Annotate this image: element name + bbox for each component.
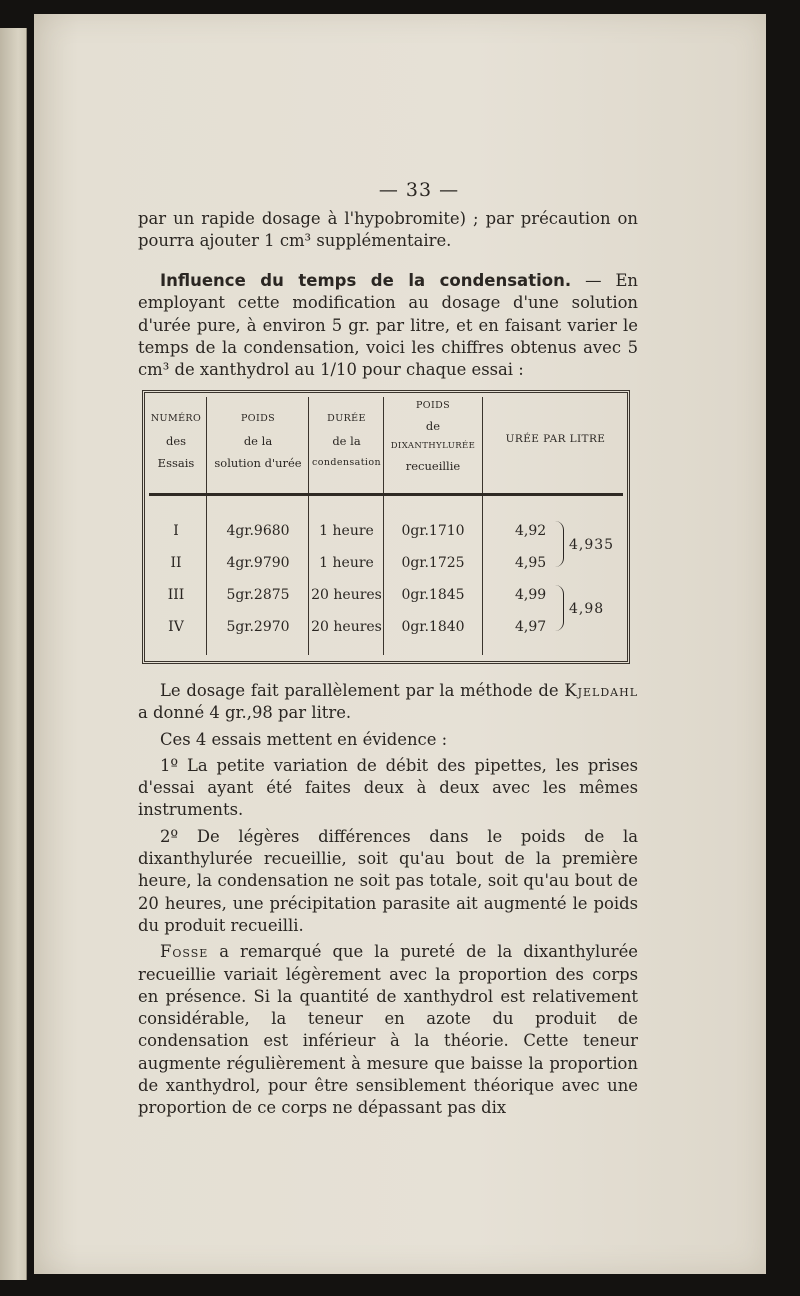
- essais-paragraph: Ces 4 essais mettent en évidence :: [160, 729, 448, 749]
- header-numero-l3: Essais: [157, 456, 195, 470]
- point-1-paragraph: 1º La petite variation de débit des pipettes, les prises d'essai ayant été faites deux à deux avec les mêmes instruments.: [138, 755, 638, 820]
- header-dixanthylouree: [384, 396, 482, 476]
- intro-paragraph: [138, 208, 638, 253]
- header-dix-l2: de: [425, 419, 441, 433]
- section-paragraph: [138, 270, 638, 381]
- para2-after: a donné 4 gr.,98 par litre.: [138, 703, 352, 723]
- header-duree-l1: DURÉE: [327, 413, 366, 424]
- header-poids: [207, 408, 309, 474]
- kjeldahl-paragraph: [138, 680, 638, 725]
- row-4-duree: 20 heures: [311, 619, 382, 635]
- row-3-uree: 4,99: [515, 587, 547, 603]
- header-duree: [309, 408, 384, 474]
- average-2: 4,98: [569, 601, 605, 617]
- row-1-dix: 0gr.1710: [401, 523, 465, 539]
- section-body: — En employant cette modification au dosage d'une solution d'urée pure, à environ 5 gr. par litre, et en faisant varier le temps de la condensation, voici les chiffres obtenus avec 5 cm³ de xanthydrol au 1/10 pour chaque essai :: [138, 271, 638, 380]
- row-2-num: II: [170, 555, 182, 571]
- header-poids-l2: de la: [243, 434, 273, 448]
- author-kjeldahl: Kjeldahl: [564, 681, 638, 700]
- header-poids-l1: POIDS: [240, 413, 276, 424]
- row-1-poids: 4gr.9680: [226, 523, 290, 539]
- header-poids-l3: solution d'urée: [214, 456, 302, 470]
- header-uree-l1: URÉE PAR LITRE: [505, 433, 606, 445]
- point-2-paragraph: 2º De légères différences dans le poids de la dixanthylurée recueillie, soit qu'au bout de la première heure, la condensation ne soit pas totale, soit qu'au bout de 20 heures, une précipitation parasite ait augmenté le poids du produit recueilli.: [138, 826, 638, 935]
- header-rule: [149, 493, 623, 496]
- results-table: [142, 390, 630, 664]
- row-3-poids: 5gr.2875: [226, 587, 290, 603]
- row-4-uree: 4,97: [515, 619, 547, 635]
- header-dix-l1: POIDS: [415, 400, 451, 411]
- page-number: — 33 —: [378, 179, 460, 201]
- header-dix-l4: recueillie: [405, 459, 461, 473]
- header-duree-l3: condensation: [311, 457, 381, 468]
- para-continuation: par un rapide dosage à l'hypobromite) ; par précaution on pourra ajouter 1 cm³ supplémentaire.: [138, 209, 638, 251]
- row-4-num: IV: [168, 619, 184, 635]
- average-1: 4,935: [569, 537, 615, 553]
- brace-1: [555, 521, 564, 567]
- row-4-dix: 0gr.1840: [401, 619, 465, 635]
- brace-2: [555, 585, 564, 631]
- header-dix-l3: DIXANTHYLURÉE: [390, 441, 476, 451]
- section-text: [138, 270, 638, 381]
- row-1-uree: 4,92: [515, 523, 547, 539]
- row-3-dix: 0gr.1845: [401, 587, 465, 603]
- fosse-paragraph: [138, 941, 638, 1119]
- para2-before: Le dosage fait parallèlement par la méthode de: [160, 681, 565, 700]
- header-duree-l2: de la: [332, 434, 361, 448]
- header-numero-l1: NUMÉRO: [150, 413, 202, 424]
- row-3-duree: 20 heures: [311, 587, 382, 603]
- para6-text: a remarqué que la pureté de la dixanthylurée recueillie variait légèrement avec la proportion des corps en présence. Si la quantité de xanthydrol est relativement considérable, la teneur en azote du produit de condensation est inférieur à la théorie. Cette teneur augmente régulièrement à mesure que baisse la proportion de xanthydrol, pour être sensiblement théorique avec une proportion de ce corps ne dépassant pas dix: [138, 942, 638, 1118]
- row-2-duree: 1 heure: [319, 555, 374, 571]
- left-page-edge: [0, 28, 27, 1280]
- row-2-poids: 4gr.9790: [226, 555, 290, 571]
- row-4-poids: 5gr.2970: [226, 619, 290, 635]
- row-2-dix: 0gr.1725: [401, 555, 465, 571]
- section-title: Influence du temps de la condensation.: [160, 271, 572, 290]
- header-uree: [483, 428, 628, 450]
- header-numero: [147, 408, 205, 474]
- body-after-table: [138, 680, 638, 1120]
- row-1-duree: 1 heure: [319, 523, 374, 539]
- row-2-uree: 4,95: [515, 555, 547, 571]
- row-3-num: III: [167, 587, 185, 603]
- header-numero-l2: des: [165, 434, 187, 448]
- row-1-num: I: [173, 523, 179, 539]
- author-fosse: Fosse: [160, 942, 209, 962]
